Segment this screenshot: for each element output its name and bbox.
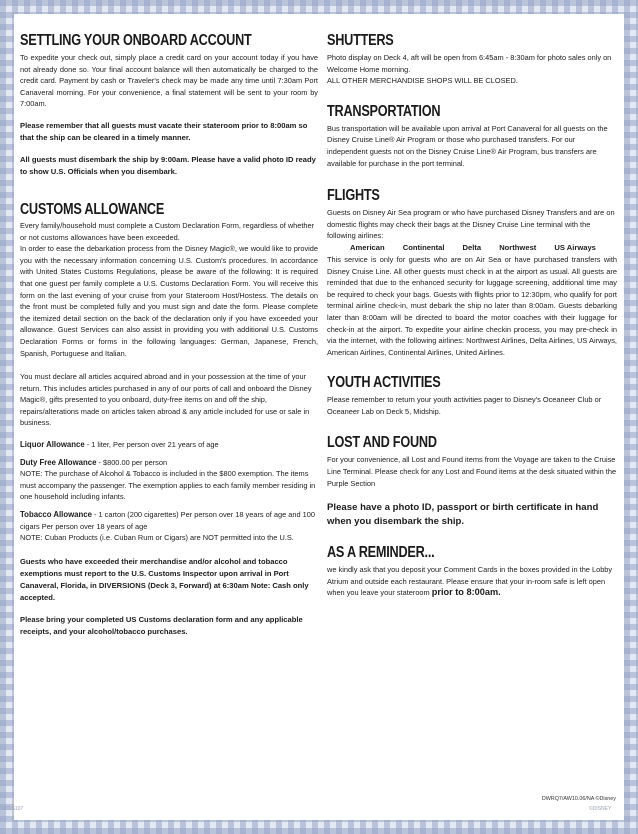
side-code-right: ©DISNEY	[589, 806, 612, 812]
settling-disembark-notice: All guests must disembark the ship by 9:00am. Please have a valid photo ID ready to show U.S. Officials when you disembark.	[20, 154, 316, 176]
airline-item: Delta	[462, 242, 482, 252]
tobacco-text: - 1 carton (200 cigarettes) Per person over 18 years of age and 100 cigars Per person over 18 years of age	[20, 510, 316, 531]
side-code-left: DCL5107	[2, 806, 24, 812]
left-column	[20, 32, 318, 638]
footer-code: DWRQ7/AW10.06/NA ©Disney	[541, 796, 616, 802]
customs-paragraph-1: Every family/household must complete a Custom Declaration Form, regardless of whether or not customs allowances have been exceeded.	[20, 220, 315, 242]
heading-flights: FLIGHTS	[327, 187, 380, 205]
heading-reminder: AS A REMINDER...	[327, 544, 435, 562]
lost-found-paragraph: For your convenience, all Lost and Found items from the Voyage are taken to the Cruise Line Terminal. Please check for any Lost and Found items at the desk situated within the Purple Section	[327, 455, 617, 488]
airline-item: Northwest	[499, 242, 537, 252]
duty-note: NOTE: The purchase of Alcohol & Tobacco is included in the $800 exemption. The items must accompany the passenger. The exemption applies to each family member residing in one household including infants.	[20, 469, 316, 502]
liquor-allowance	[20, 439, 318, 451]
reminder-text: we kindly ask that you deposit your Comment Cards in the boxes provided in the Lobby Atrium and outside each restaurant. Please ensure that your in-room safe is left open when you leave your stateroom	[327, 565, 613, 598]
flights-paragraph-1: Guests on Disney Air Sea program or who have purchased Disney Transfers and are on domestic flights may check their bags at the Disney Cruise Line terminal with the following airlines:	[327, 208, 615, 241]
airline-item: Continental	[402, 242, 445, 252]
flights-paragraph-2: This service is only for guests who are on Air Sea or have purchased transfers with Disney Cruise Line. All other guests must check in at the airport as usual. All guests are reminded that due to the enhanced security for luggage screening, additional time may be required to check your bags. Guests with flights prior to 12:30pm, who qualify for port terminal airline check-in, must debark the ship no later than 8:00am. Guests debarking later than 8:00am will be directed to board the motor coaches with their luggage for check-in at the airport. To expedite your airline checkin process, you may pre-check in via the internet, with the following airlines: Northwest Airlines, Delta Airlines, US Airways, American Airlines, Continental Airlines, United Airlines.	[327, 254, 617, 357]
settling-paragraph-1: To expedite your check out, simply place a credit card on your account today if you have not already done so. Your final account balance will then automatically be charged to the credit card. Payment by cash or Traveler's check may be made any time until 7:30am Port Canaveral morning. For your convenience, a final statement will be sent to your room by 7:00am.	[20, 53, 318, 109]
heading-transportation: TRANSPORTATION	[327, 102, 441, 120]
duty-label: Duty Free Allowance	[20, 457, 97, 467]
tobacco-allowance	[20, 509, 318, 532]
heading-settling: SETTLING YOUR ONBOARD ACCOUNT	[20, 32, 252, 49]
reminder-deadline: prior to 8:00am.	[431, 587, 501, 598]
photo-id-notice: Please have a photo ID, passport or birth certificate in hand when you disembark the ship.	[327, 502, 599, 527]
duty-free-allowance	[20, 457, 318, 469]
heading-lost-found: LOST AND FOUND	[327, 434, 437, 452]
airline-item: US Airways	[554, 242, 596, 252]
customs-paragraph-3: You must declare all articles acquired abroad and in your possession at the time of your return. This includes articles purchased in any of our ports of call and onboard the Disney Magic®, gifts presented to you onboard, duty-free items on and off the ship, repairs/alterations made on articles taken abroad & any article included for use or sale in business.	[20, 372, 312, 428]
customs-paragraph-2: In order to ease the debarkation process from the Disney Magic®, we would like to provide you with the necessary information concerning U.S. Custom's procedures. In accordance with United States Customs Regulations, please be aware of the following: It is required that one guest per family complete a U.S. Customs Declaration Form. You will receive this form on the last evening of your cruise from your Stateroom Host/Hostess. The details on the front must be completed fully and you must sign and date the form. Please complete the itemized detail section on the back of the declaration only if you have exceeded your allowance. Guest Services can also assist in providing you with additional U.S. Customs Declaration Forms or forms in the following languages: German, Japanese, French, Spanish, Portuguese and Italian.	[20, 244, 318, 358]
tobacco-note: NOTE: Cuban Products (i.e. Cuban Rum or Cigars) are NOT permitted into the U.S.	[20, 533, 294, 543]
heading-shutters: SHUTTERS	[327, 32, 394, 49]
tobacco-label: Tobacco Allowance	[20, 510, 92, 520]
customs-exceeded-notice: Guests who have exceeded their merchandise and/or alcohol and tobacco exemptions must report to the U.S. Customs Inspector upon arrival in Port Canaveral, Florida, in DIVERSIONS (Deck 3, Forward) at 6:30am Note: Cash only accepted.	[20, 556, 309, 602]
reminder-paragraph	[327, 564, 617, 599]
heading-customs: CUSTOMS ALLOWANCE	[20, 200, 165, 218]
airline-list	[327, 242, 617, 254]
customs-bring-notice: Please bring your completed US Customs declaration form and any applicable receipts, and your alcohol/tobacco purchases.	[20, 614, 303, 636]
transportation-paragraph: Bus transportation will be available upon arrival at Port Canaveral for all guests on the Disney Cruise Line® Air Program or those who purchased transfers. For our independent guests not on the Disney Cruise Line® Air Program, bus transfers are available for purchase in the port terminal.	[327, 123, 608, 168]
duty-text: - $800.00 per person	[96, 457, 168, 467]
liquor-text: - 1 liter, Per person over 21 years of age	[84, 440, 219, 450]
shutters-paragraph-1: Photo display on Deck 4, aft will be open from 6:45am - 8:30am for photo sales only on Welcome Home morning.	[327, 53, 612, 74]
settling-vacate-notice: Please remember that all guests must vacate their stateroom prior to 8:00am so that the ship can be cleared in a timely manner.	[20, 120, 308, 142]
document-page	[14, 14, 624, 820]
shutters-paragraph-2: ALL OTHER MERCHANDISE SHOPS WILL BE CLOSED.	[327, 76, 518, 86]
youth-paragraph: Please remember to return your youth activities pager to Disney's Oceaneer Club or Oceaneer Lab on Deck 5, Midship.	[327, 395, 602, 416]
liquor-label: Liquor Allowance	[20, 440, 85, 450]
right-column	[327, 32, 617, 599]
heading-youth: YOUTH ACTIVITIES	[327, 374, 441, 392]
airline-item: American	[350, 242, 385, 252]
